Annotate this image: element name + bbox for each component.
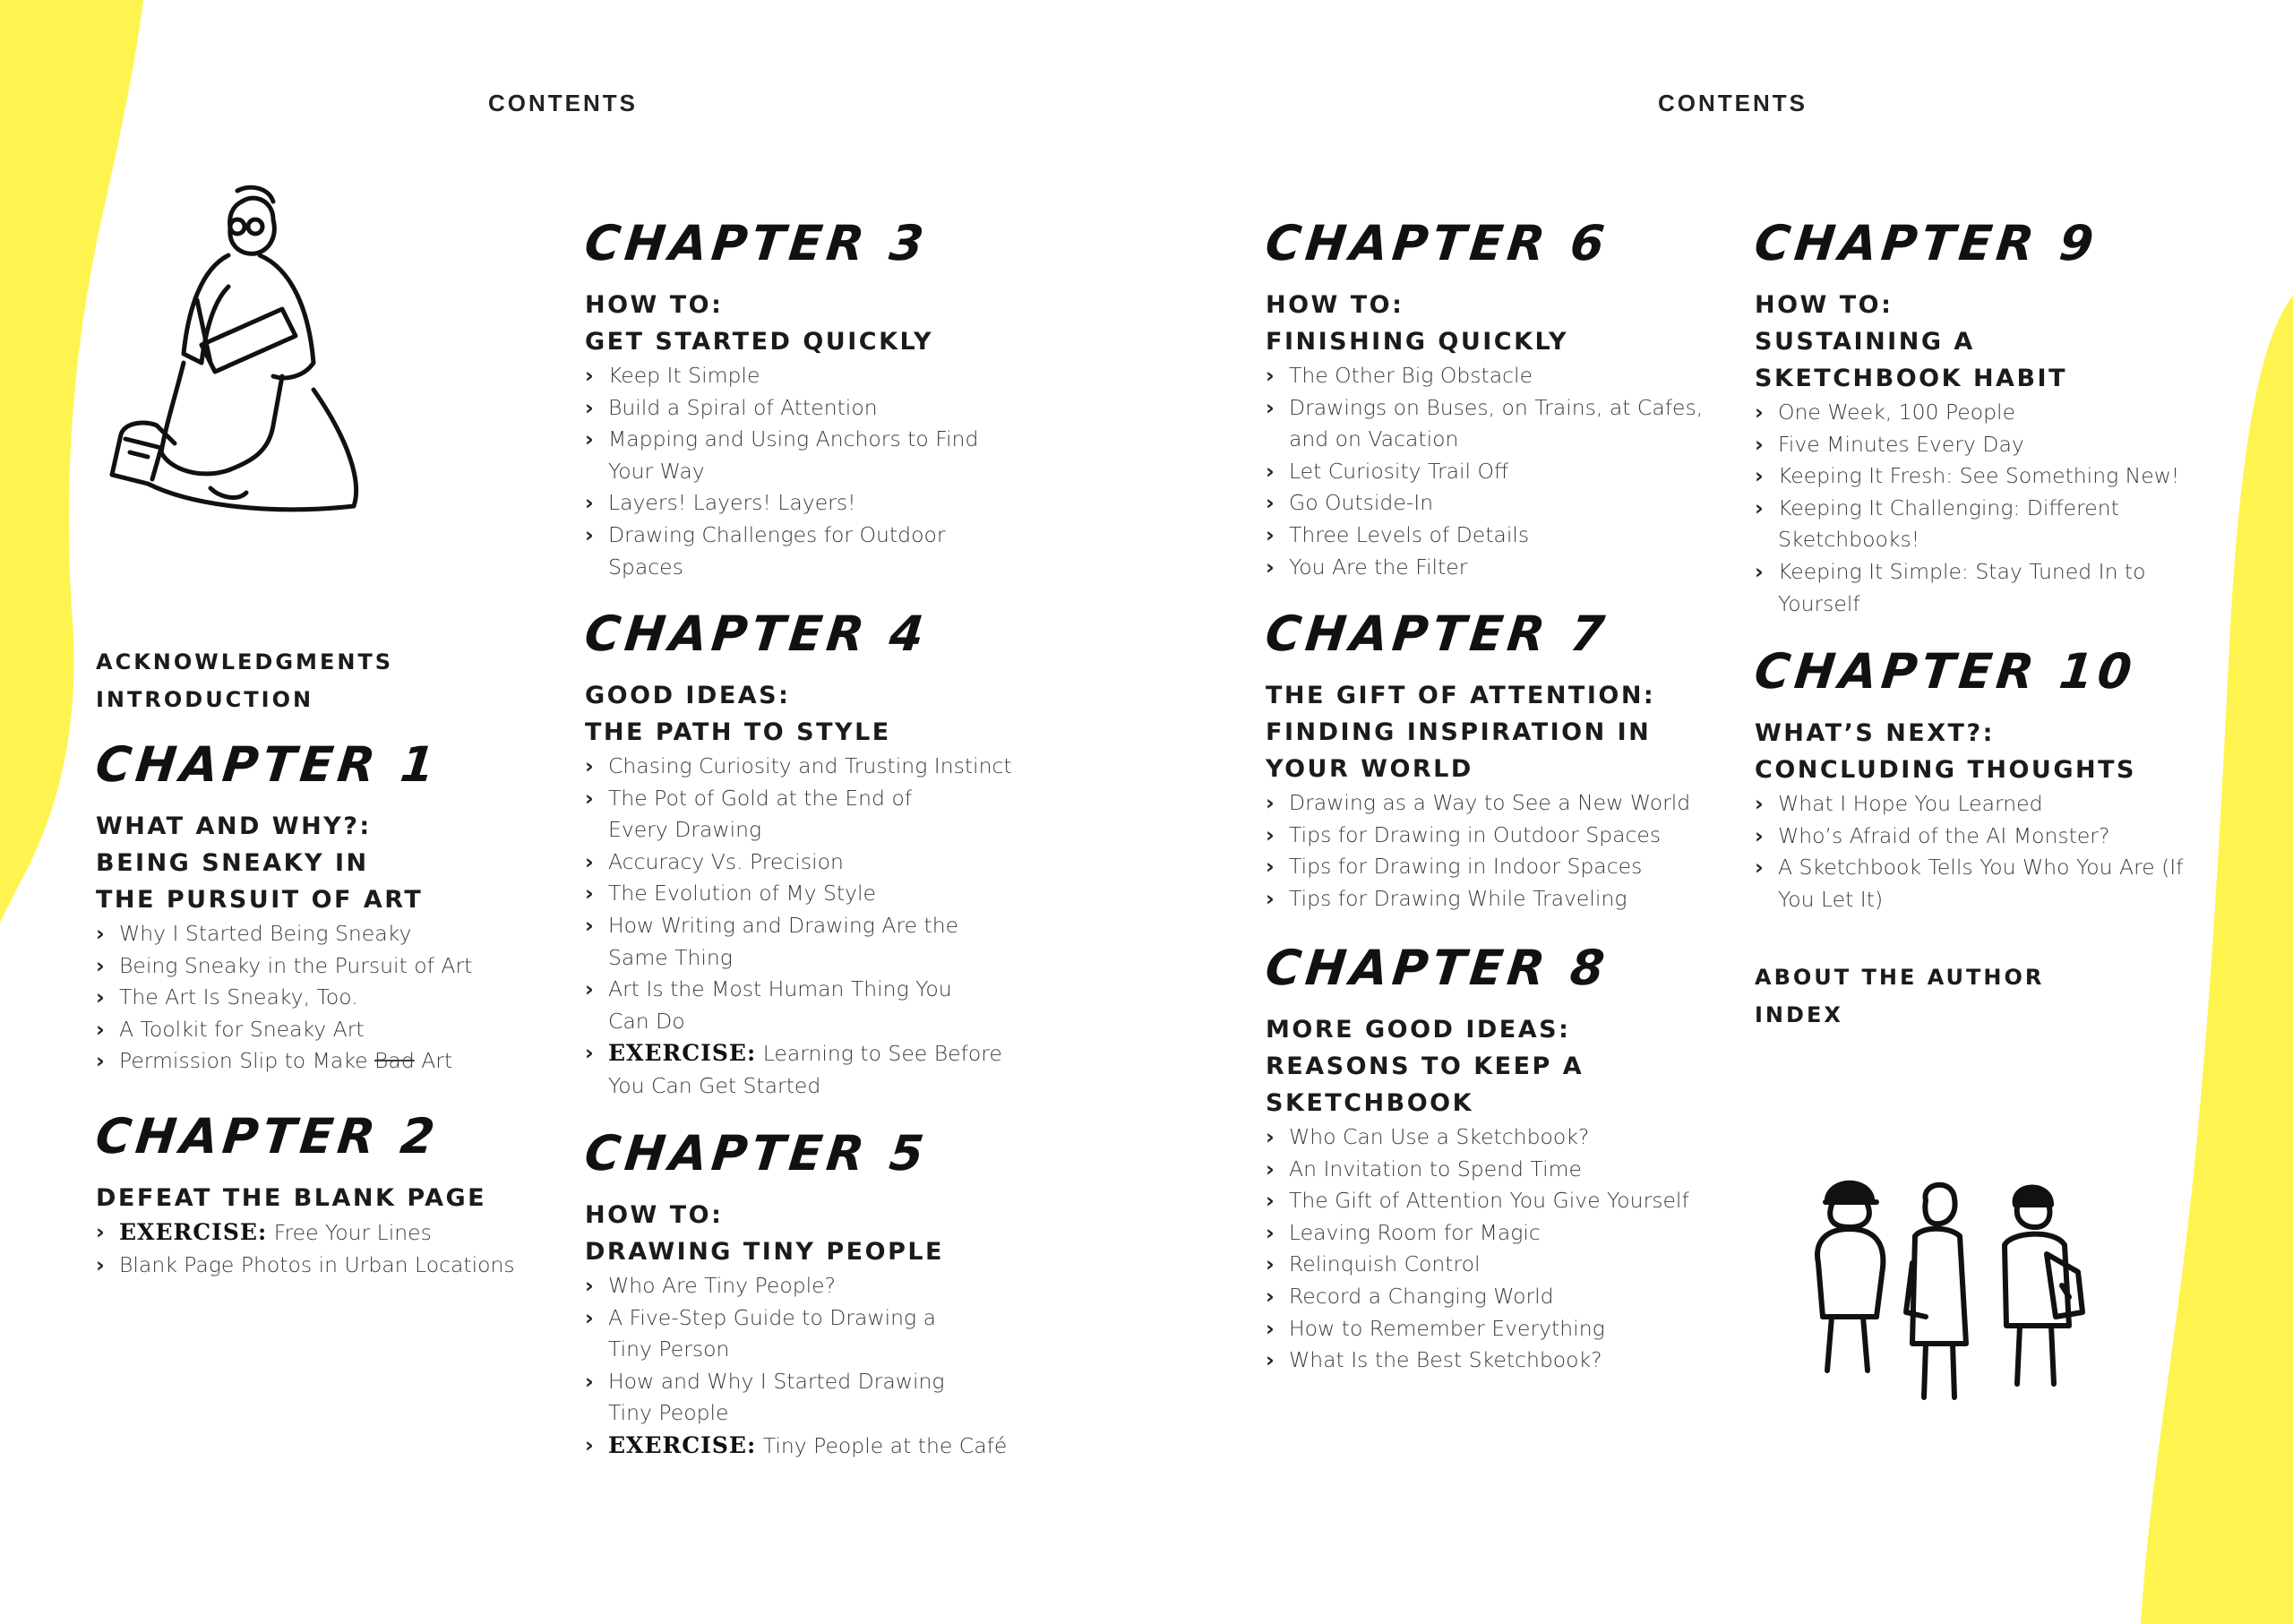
toc-entry[interactable]: › Tips for Drawing in Outdoor Spaces (1266, 820, 1713, 852)
toc-entry[interactable]: › A Five-Step Guide to Drawing a Tiny Person (585, 1302, 966, 1366)
toc-entry[interactable]: › Blank Page Photos in Urban Locations (96, 1250, 562, 1282)
chapter-5-title[interactable]: CHAPTER 5 (581, 1125, 932, 1181)
toc-entry[interactable]: › What I Hope You Learned (1755, 788, 2203, 821)
toc-entry[interactable]: › Go Outside-In (1266, 487, 1705, 520)
toc-entry[interactable]: › A Toolkit for Sneaky Art (96, 1014, 562, 1046)
chapter-8-subtitle-line: SKETCHBOOK (1266, 1089, 1474, 1117)
chapter-4 (581, 606, 1051, 1103)
toc-entry[interactable]: › Leaving Room for Magic (1266, 1217, 1731, 1250)
toc-entry[interactable] (96, 1216, 562, 1250)
chapter-7 (1262, 606, 1731, 915)
toc-entry[interactable]: › Being Sneaky in the Pursuit of Art (96, 950, 562, 983)
toc-entry[interactable]: › What Is the Best Sketchbook? (1266, 1345, 1731, 1377)
toc-entry[interactable]: › Keeping It Simple: Stay Tuned In to Yourself (1755, 556, 2190, 620)
toc-entry[interactable]: › Who’s Afraid of the AI Monster? (1755, 821, 2203, 853)
chapter-9-subtitle-line: SUSTAINING A (1755, 328, 1975, 356)
chapter-5-items (585, 1270, 1015, 1463)
toc-entry[interactable]: › How and Why I Started Drawing Tiny People (585, 1366, 984, 1430)
chapter-1 (92, 736, 562, 1078)
chapter-1-title[interactable]: CHAPTER 1 (92, 736, 442, 793)
toc-entry[interactable]: › The Evolution of My Style (585, 878, 1015, 910)
chapter-9-items (1755, 397, 2203, 620)
chapter-10-subtitle-line: WHAT’S NEXT?: (1755, 719, 1995, 747)
exercise-label: EXERCISE: (608, 1040, 757, 1067)
chapter-5-subtitle-line: HOW TO: (585, 1201, 724, 1229)
toc-entry[interactable]: › An Invitation to Spend Time (1266, 1154, 1731, 1186)
toc-entry[interactable]: › Record a Changing World (1266, 1281, 1731, 1313)
chapter-3-title[interactable]: CHAPTER 3 (581, 215, 932, 271)
toc-entry[interactable]: › Mapping and Using Anchors to Find Your Way (585, 424, 997, 487)
chapter-2-items (96, 1216, 562, 1281)
chapter-7-items (1266, 787, 1713, 915)
toc-entry[interactable]: › Layers! Layers! Layers! (585, 487, 997, 520)
entry-text: Art (414, 1048, 453, 1074)
chapter-1-items (96, 918, 562, 1078)
chapter-6-items (1266, 360, 1705, 583)
toc-entry[interactable]: › You Are the Filter (1266, 552, 1705, 584)
chapter-5-subtitle-line: DRAWING TINY PEOPLE (585, 1238, 945, 1266)
chapter-3-subtitle-line: GET STARTED QUICKLY (585, 328, 934, 356)
column-b (581, 0, 1051, 1624)
entry-text: Permission Slip to Make (119, 1048, 375, 1074)
toc-entry[interactable]: › Tips for Drawing in Indoor Spaces (1266, 851, 1713, 883)
toc-index[interactable]: INDEX (1755, 1002, 1843, 1027)
chapter-8 (1262, 940, 1731, 1377)
toc-entry[interactable]: › Keeping It Fresh: See Something New! (1755, 460, 2203, 493)
entry-text: Learning to See Before You Can Get Started (608, 1041, 1002, 1098)
chapter-7-subtitle-line: YOUR WORLD (1266, 755, 1473, 783)
toc-entry[interactable]: › Chasing Curiosity and Trusting Instinct (585, 751, 1015, 783)
chapter-6-subtitle-line: FINISHING QUICKLY (1266, 328, 1569, 356)
front-matter (96, 643, 562, 718)
chapter-4-subtitle-line: THE PATH TO STYLE (585, 718, 891, 746)
back-matter (1755, 958, 2220, 1034)
exercise-label: EXERCISE: (119, 1219, 268, 1245)
toc-entry[interactable]: › Tips for Drawing While Traveling (1266, 883, 1713, 915)
toc-entry[interactable]: › Three Levels of Details (1266, 520, 1705, 552)
chapter-1-subtitle-line: WHAT AND WHY?: (96, 812, 372, 840)
chapter-2-subtitle-line: DEFEAT THE BLANK PAGE (96, 1184, 487, 1212)
toc-introduction[interactable]: INTRODUCTION (96, 687, 314, 712)
toc-entry[interactable]: › The Gift of Attention You Give Yourself (1266, 1185, 1731, 1217)
toc-entry[interactable]: › Why I Started Being Sneaky (96, 918, 562, 950)
chapter-9 (1751, 215, 2220, 620)
toc-entry[interactable]: › Who Can Use a Sketchbook? (1266, 1121, 1731, 1154)
chapter-1-subtitle-line: THE PURSUIT OF ART (96, 886, 424, 914)
chapter-1-subtitle-line: BEING SNEAKY IN (96, 849, 369, 877)
toc-entry[interactable]: › How to Remember Everything (1266, 1313, 1731, 1345)
toc-entry[interactable]: › Keep It Simple (585, 360, 997, 392)
chapter-9-subtitle-line: SKETCHBOOK HABIT (1755, 365, 2067, 392)
toc-entry[interactable]: › Let Curiosity Trail Off (1266, 456, 1705, 488)
chapter-7-subtitle-line: THE GIFT OF ATTENTION: (1266, 682, 1656, 709)
chapter-4-items (585, 751, 1015, 1103)
toc-entry[interactable]: › Art Is the Most Human Thing You Can Do (585, 974, 966, 1037)
chapter-3-items (585, 360, 997, 583)
chapter-6-title[interactable]: CHAPTER 6 (1262, 215, 1612, 271)
toc-entry[interactable] (585, 1430, 1015, 1463)
three-walkers-illustration (1800, 1164, 2114, 1406)
toc-entry[interactable]: › Drawing as a Way to See a New World (1266, 787, 1713, 820)
toc-entry[interactable]: › The Art Is Sneaky, Too. (96, 982, 562, 1014)
chapter-8-title[interactable]: CHAPTER 8 (1262, 940, 1612, 996)
toc-acknowledgments[interactable]: ACKNOWLEDGMENTS (96, 649, 394, 675)
chapter-2 (92, 1108, 562, 1281)
toc-entry[interactable]: › One Week, 100 People (1755, 397, 2203, 429)
toc-entry[interactable]: › Relinquish Control (1266, 1249, 1731, 1281)
struck-word: Bad (374, 1048, 415, 1074)
chapter-6-subtitle-line: HOW TO: (1266, 291, 1404, 319)
chapter-4-title[interactable]: CHAPTER 4 (581, 606, 932, 662)
toc-entry[interactable]: › Keeping It Challenging: Different Sketchbooks! (1755, 493, 2154, 556)
chapter-3 (581, 215, 1051, 583)
right-page-header: CONTENTS (1658, 90, 1808, 116)
entry-text: Free Your Lines (267, 1220, 432, 1245)
toc-entry[interactable]: › Build a Spiral of Attention (585, 392, 997, 425)
left-page-header: CONTENTS (488, 90, 638, 116)
toc-entry[interactable]: › The Pot of Gold at the End of Every Drawing (585, 783, 949, 846)
toc-entry[interactable] (585, 1037, 1029, 1102)
chapter-5 (581, 1125, 1051, 1463)
toc-entry[interactable]: › The Other Big Obstacle (1266, 360, 1705, 392)
chapter-3-subtitle-line: HOW TO: (585, 291, 724, 319)
chapter-8-subtitle-line: MORE GOOD IDEAS: (1266, 1016, 1571, 1044)
chapter-9-subtitle-line: HOW TO: (1755, 291, 1894, 319)
toc-entry[interactable]: › A Sketchbook Tells You Who You Are (If You Let It) (1755, 852, 2208, 915)
toc-entry[interactable]: › How Writing and Drawing Are the Same Thing (585, 910, 1002, 974)
toc-entry[interactable]: › Who Are Tiny People? (585, 1270, 1015, 1302)
toc-entry[interactable] (96, 1045, 562, 1078)
chapter-10-title[interactable]: CHAPTER 10 (1751, 643, 2139, 700)
toc-entry[interactable]: › Drawing Challenges for Outdoor Spaces (585, 520, 997, 583)
chapter-9-title[interactable]: CHAPTER 9 (1751, 215, 2101, 271)
toc-about-the-author[interactable]: ABOUT THE AUTHOR (1755, 965, 2045, 990)
chapter-10-items (1755, 788, 2203, 915)
chapter-8-subtitle-line: REASONS TO KEEP A (1266, 1053, 1584, 1080)
toc-entry[interactable]: › Five Minutes Every Day (1755, 429, 2203, 461)
column-c (1262, 0, 1731, 1624)
chapter-6 (1262, 215, 1731, 583)
column-a (92, 0, 562, 1624)
chapter-8-items (1266, 1121, 1731, 1377)
chapter-4-subtitle-line: GOOD IDEAS: (585, 682, 791, 709)
toc-entry[interactable]: › Drawings on Buses, on Trains, at Cafes, and on Vacation (1266, 392, 1705, 456)
chapter-10-subtitle-line: CONCLUDING THOUGHTS (1755, 756, 2136, 784)
chapter-7-subtitle-line: FINDING INSPIRATION IN (1266, 718, 1652, 746)
chapter-7-title[interactable]: CHAPTER 7 (1262, 606, 1612, 662)
chapter-10 (1751, 643, 2220, 915)
exercise-label: EXERCISE: (608, 1431, 757, 1458)
chapter-2-title[interactable]: CHAPTER 2 (92, 1108, 442, 1164)
entry-text: Tiny People at the Café (756, 1432, 1008, 1458)
toc-entry[interactable]: › Accuracy Vs. Precision (585, 846, 1015, 879)
